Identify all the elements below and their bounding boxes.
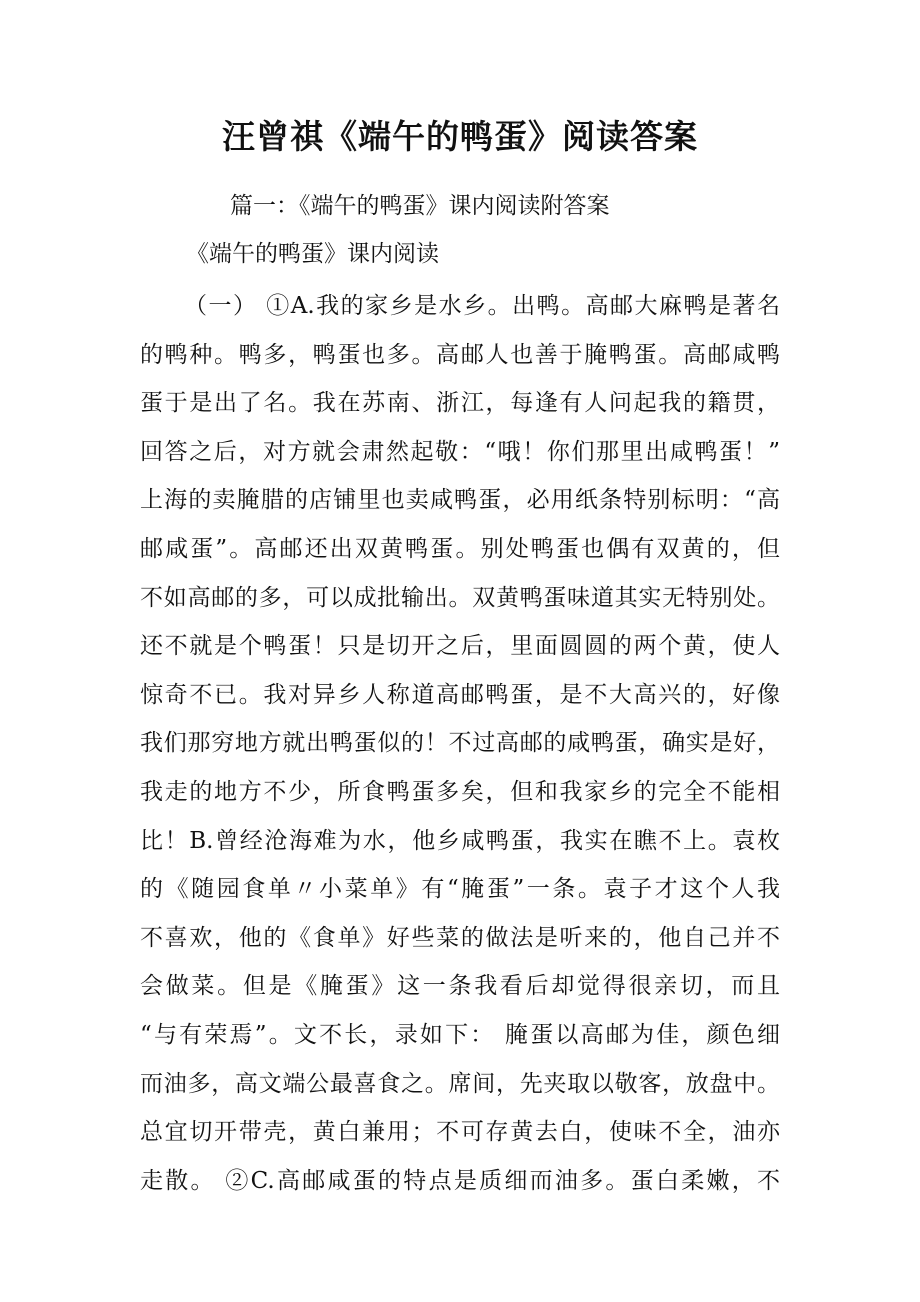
section-heading: 《端午的鸭蛋》课内阅读 [186,241,439,267]
text-line: 我们那穷地方就出鸭蛋似的！不过高邮的咸鸭蛋，确实是好， [140,730,780,757]
text-line: 还不就是个鸭蛋！只是切开之后，里面圆圆的两个黄，使人 [140,633,780,660]
document-title: 汪曾祺《端午的鸭蛋》阅读答案 [222,117,698,156]
text-line: 我走的地方不少，所食鸭蛋多矣，但和我家乡的完全不能相 [140,778,780,805]
text-line: 不喜欢，他的《食单》好些菜的做法是听来的，他自己并不 [140,924,780,951]
text-line: 走散。 ②C.高邮咸蛋的特点是质细而油多。蛋白柔嫩，不 [140,1167,780,1194]
text-line: 会做菜。但是《腌蛋》这一条我看后却觉得很亲切，而且 [140,973,780,1000]
document-subtitle: 篇一：《端午的鸭蛋》课内阅读附答案 [230,193,610,219]
text-line: 邮咸蛋”。高邮还出双黄鸭蛋。别处鸭蛋也偶有双黄的，但 [140,535,780,562]
text-line: 的《随园食单〃小菜单》有“腌蛋”一条。袁子才这个人我 [140,876,780,903]
text-line: 总宜切开带壳，黄白兼用；不可存黄去白，使味不全，油亦 [140,1119,780,1146]
text-line: 而油多，高文端公最喜食之。席间，先夹取以敬客，放盘中。 [140,1070,780,1097]
text-line: 蛋于是出了名。我在苏南、浙江，每逢有人问起我的籍贯， [140,390,780,417]
text-line: （一） ①A.我的家乡是水乡。出鸭。高邮大麻鸭是著名 [184,293,780,319]
text-line: 上海的卖腌腊的店铺里也卖咸鸭蛋，必用纸条特别标明：“高 [140,487,780,514]
text-line: 不如高邮的多，可以成批输出。双黄鸭蛋味道其实无特别处。 [140,584,780,611]
text-line: “与有荣焉”。文不长，录如下： 腌蛋以高邮为佳，颜色细 [140,1021,780,1048]
text-line: 比！B.曾经沧海难为水，他乡咸鸭蛋，我实在瞧不上。袁枚 [140,827,780,854]
text-line: 回答之后，对方就会肃然起敬：“哦！你们那里出咸鸭蛋！” [140,438,780,465]
text-line: 的鸭种。鸭多，鸭蛋也多。高邮人也善于腌鸭蛋。高邮咸鸭 [140,341,780,368]
body-text [140,288,780,1211]
text-line: 惊奇不已。我对异乡人称道高邮鸭蛋，是不大高兴的，好像 [140,681,780,708]
